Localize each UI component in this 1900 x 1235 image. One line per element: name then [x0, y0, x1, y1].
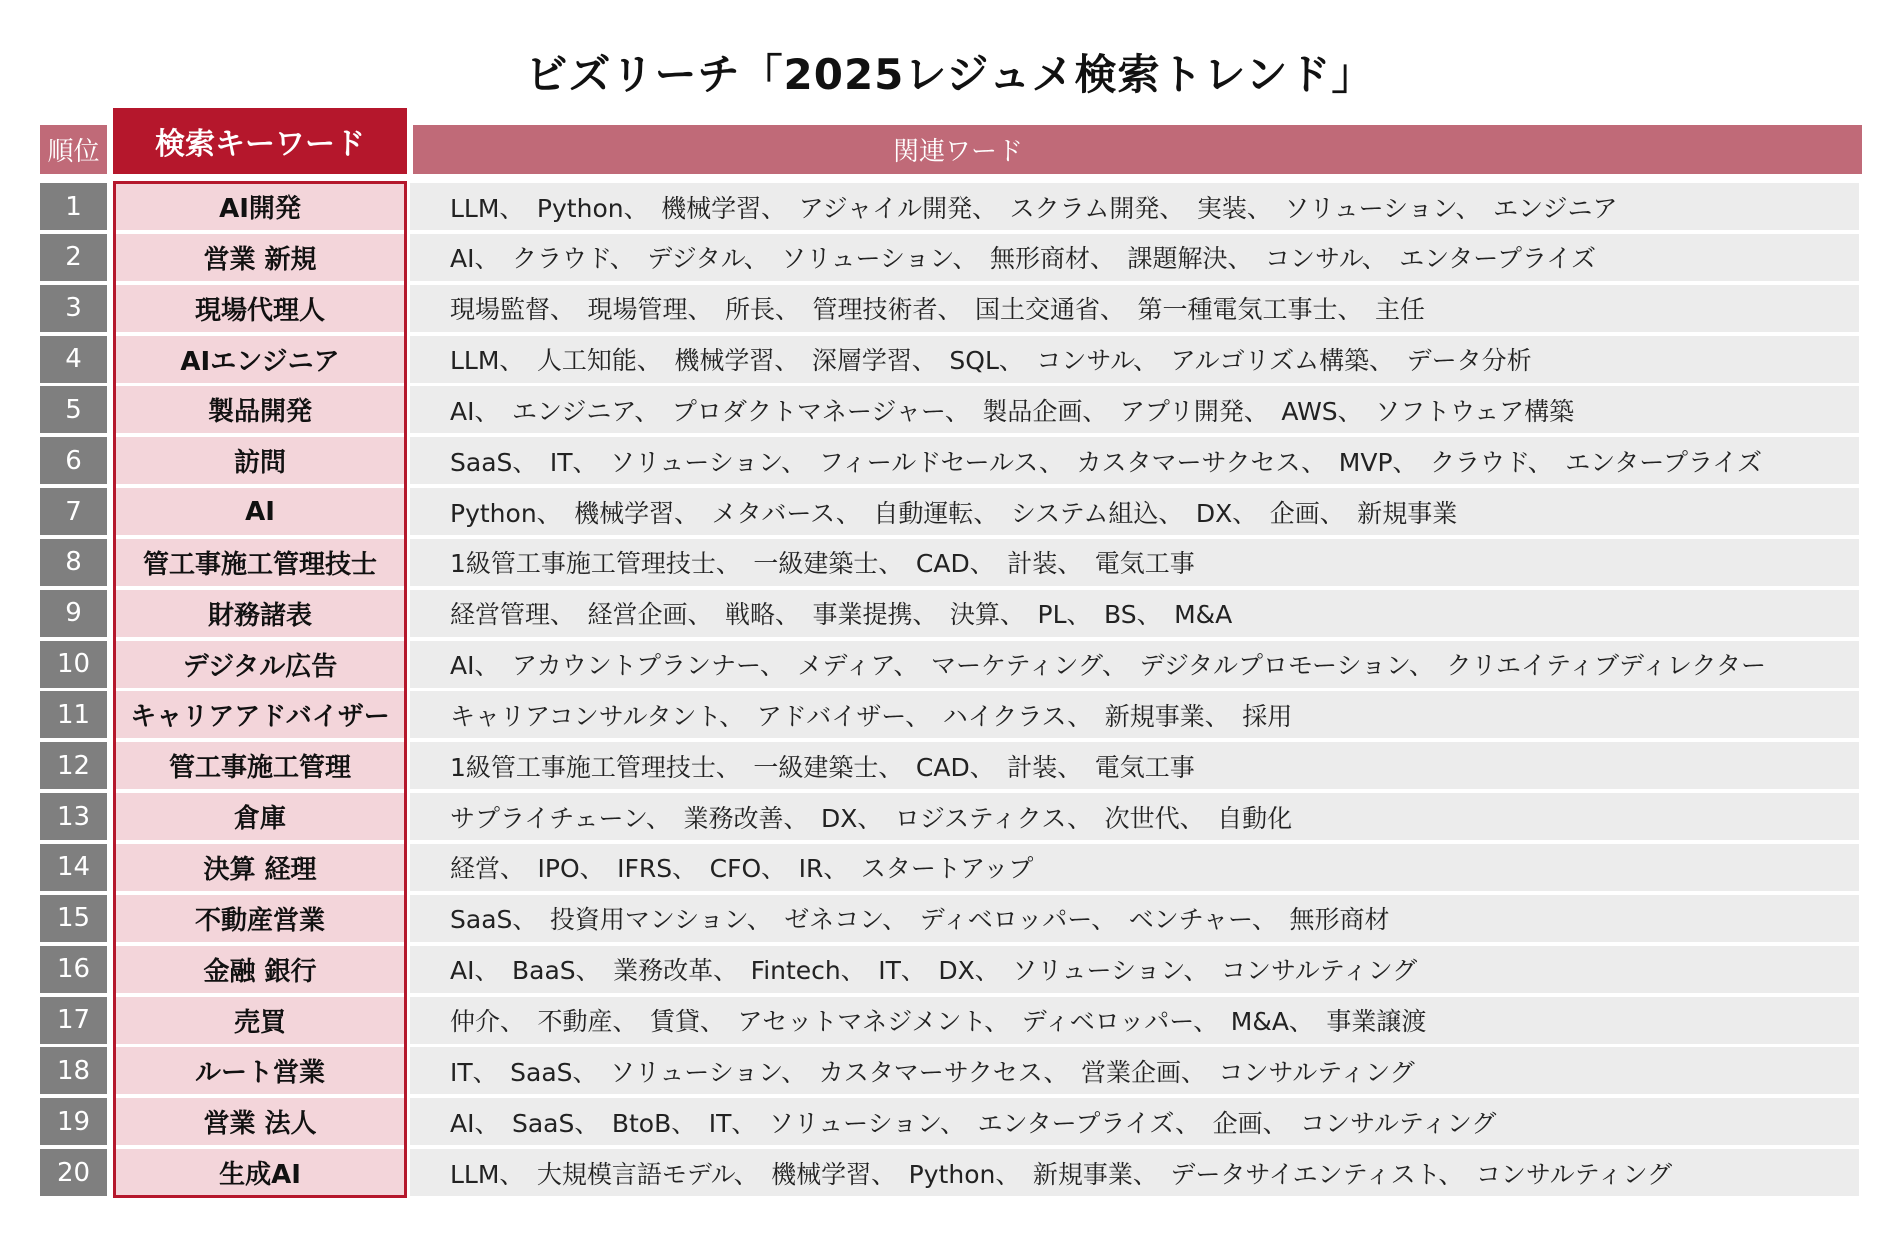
keyword-cell: AI [116, 488, 404, 535]
table-row [40, 232, 1862, 283]
rank-cell: 7 [40, 488, 107, 535]
related-words-cell: サプライチェーン、 業務改善、 DX、 ロジスティクス、 次世代、 自動化 [410, 793, 1859, 840]
rank-cell: 1 [40, 183, 107, 230]
keyword-cell: 管工事施工管理技士 [116, 539, 404, 586]
related-words-cell: AI、 SaaS、 BtoB、 IT、 ソリューション、 エンタープライズ、 企画、 コンサルティング [410, 1098, 1859, 1145]
keyword-cell: 訪問 [116, 437, 404, 484]
header-related: 関連ワード [413, 125, 1862, 174]
keyword-cell: 管工事施工管理 [116, 742, 404, 789]
table-row [40, 893, 1862, 944]
related-words-cell: 現場監督、 現場管理、 所長、 管理技術者、 国土交通省、 第一種電気工事士、 主任 [410, 285, 1859, 332]
rank-cell: 20 [40, 1149, 107, 1196]
rank-cell: 17 [40, 997, 107, 1044]
related-words-cell: AI、 アカウントプランナー、 メディア、 マーケティング、 デジタルプロモーション、 クリエイティブディレクター [410, 641, 1859, 688]
trend-table [40, 108, 1862, 1198]
table-row [40, 283, 1862, 334]
related-words-cell: LLM、 大規模言語モデル、 機械学習、 Python、 新規事業、 データサイエンティスト、 コンサルティング [410, 1149, 1859, 1196]
rank-cell: 12 [40, 742, 107, 789]
related-words-cell: 仲介、 不動産、 賃貸、 アセットマネジメント、 ディベロッパー、 M&A、 事業譲渡 [410, 997, 1859, 1044]
table-row [40, 334, 1862, 385]
rank-cell: 18 [40, 1047, 107, 1094]
related-words-cell: 経営、 IPO、 IFRS、 CFO、 IR、 スタートアップ [410, 844, 1859, 891]
related-words-cell: LLM、 人工知能、 機械学習、 深層学習、 SQL、 コンサル、 アルゴリズム構築、 データ分析 [410, 336, 1859, 383]
related-words-cell: AI、 BaaS、 業務改革、 Fintech、 IT、 DX、 ソリューション、 コンサルティング [410, 946, 1859, 993]
keyword-cell: 金融 銀行 [116, 946, 404, 993]
related-words-cell: LLM、 Python、 機械学習、 アジャイル開発、 スクラム開発、 実装、 ソリューション、 エンジニア [410, 183, 1859, 230]
related-words-cell: AI、 クラウド、 デジタル、 ソリューション、 無形商材、 課題解決、 コンサル、 エンタープライズ [410, 234, 1859, 281]
table-row [40, 537, 1862, 588]
related-words-cell: 経営管理、 経営企画、 戦略、 事業提携、 決算、 PL、 BS、 M&A [410, 590, 1859, 637]
keyword-cell: 決算 経理 [116, 844, 404, 891]
keyword-cell: 生成AI [116, 1149, 404, 1196]
table-row [40, 588, 1862, 639]
keyword-cell: 営業 法人 [116, 1098, 404, 1145]
rank-cell: 15 [40, 895, 107, 942]
rank-cell: 10 [40, 641, 107, 688]
header-keyword: 検索キーワード [113, 108, 407, 174]
header-rank: 順位 [40, 125, 107, 174]
rank-cell: 16 [40, 946, 107, 993]
table-row [40, 639, 1862, 690]
table-body [40, 181, 1862, 1198]
keyword-cell: 現場代理人 [116, 285, 404, 332]
table-row [40, 689, 1862, 740]
keyword-cell: AIエンジニア [116, 336, 404, 383]
related-words-cell: IT、 SaaS、 ソリューション、 カスタマーサクセス、 営業企画、 コンサルティング [410, 1047, 1859, 1094]
keyword-cell: 倉庫 [116, 793, 404, 840]
rank-cell: 6 [40, 437, 107, 484]
table-row [40, 944, 1862, 995]
keyword-cell: 売買 [116, 997, 404, 1044]
related-words-cell: SaaS、 IT、 ソリューション、 フィールドセールス、 カスタマーサクセス、 MVP、 クラウド、 エンタープライズ [410, 437, 1859, 484]
table-row [40, 384, 1862, 435]
keyword-cell: キャリアアドバイザー [116, 691, 404, 738]
table-row [40, 995, 1862, 1046]
table-row [40, 740, 1862, 791]
keyword-cell: デジタル広告 [116, 641, 404, 688]
related-words-cell: AI、 エンジニア、 プロダクトマネージャー、 製品企画、 アプリ開発、 AWS、 ソフトウェア構築 [410, 386, 1859, 433]
related-words-cell: キャリアコンサルタント、 アドバイザー、 ハイクラス、 新規事業、 採用 [410, 691, 1859, 738]
related-words-cell: SaaS、 投資用マンション、 ゼネコン、 ディベロッパー、 ベンチャー、 無形商材 [410, 895, 1859, 942]
rank-cell: 2 [40, 234, 107, 281]
page-title: ビズリーチ「2025レジュメ検索トレンド」 [525, 50, 1375, 99]
table-row [40, 1096, 1862, 1147]
related-words-cell: 1級管工事施工管理技士、 一級建築士、 CAD、 計装、 電気工事 [410, 539, 1859, 586]
rank-cell: 3 [40, 285, 107, 332]
rank-cell: 8 [40, 539, 107, 586]
rank-cell: 14 [40, 844, 107, 891]
table-row [40, 181, 1862, 232]
rank-cell: 13 [40, 793, 107, 840]
rank-cell: 5 [40, 386, 107, 433]
related-words-cell: 1級管工事施工管理技士、 一級建築士、 CAD、 計装、 電気工事 [410, 742, 1859, 789]
related-words-cell: Python、 機械学習、 メタバース、 自動運転、 システム組込、 DX、 企画、 新規事業 [410, 488, 1859, 535]
keyword-cell: 営業 新規 [116, 234, 404, 281]
table-row [40, 435, 1862, 486]
rank-cell: 19 [40, 1098, 107, 1145]
keyword-cell: 不動産営業 [116, 895, 404, 942]
keyword-cell: 財務諸表 [116, 590, 404, 637]
rank-cell: 9 [40, 590, 107, 637]
table-row [40, 1147, 1862, 1198]
table-header [40, 108, 1862, 174]
keyword-cell: 製品開発 [116, 386, 404, 433]
keyword-cell: ルート営業 [116, 1047, 404, 1094]
table-row [40, 791, 1862, 842]
rank-cell: 11 [40, 691, 107, 738]
rank-cell: 4 [40, 336, 107, 383]
table-row [40, 842, 1862, 893]
table-row [40, 1045, 1862, 1096]
keyword-cell: AI開発 [116, 183, 404, 230]
table-row [40, 486, 1862, 537]
